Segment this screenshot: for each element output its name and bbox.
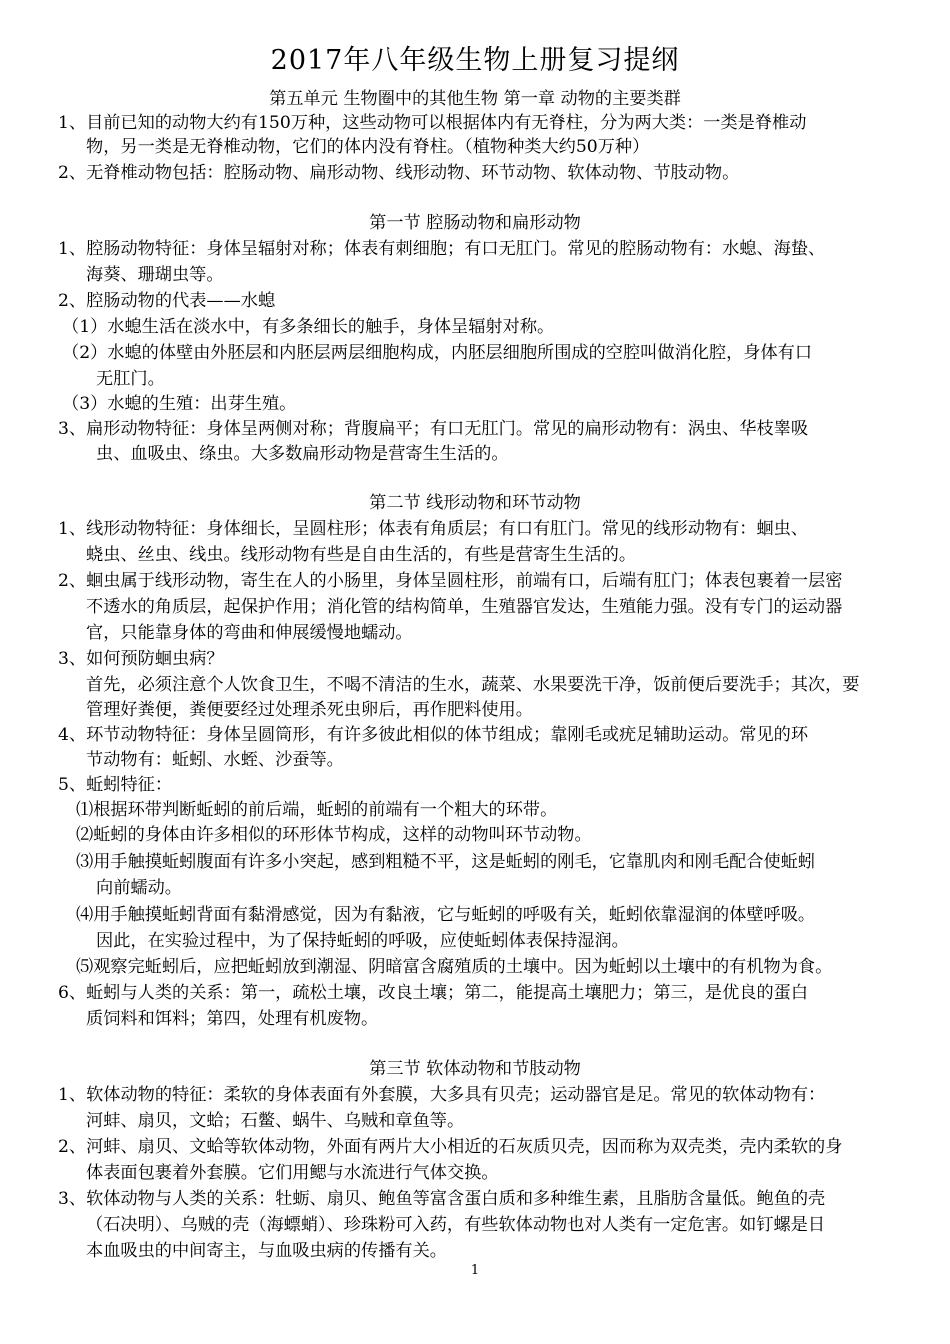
text-line: 因此，在实验过程中，为了保持蚯蚓的呼吸，应使蚯蚓体表保持湿润。 <box>96 931 629 951</box>
text-line: 2、无脊椎动物包括：腔肠动物、扁形动物、线形动物、环节动物、软体动物、节肢动物。 <box>58 163 740 183</box>
text-line: 3、软体动物与人类的关系：牡蛎、扇贝、鲍鱼等富含蛋白质和多种维生素，且脂肪含量低。鲍鱼的壳 <box>58 1189 826 1209</box>
text-line: 海葵、珊瑚虫等。 <box>86 265 224 285</box>
text-line: 官，只能靠身体的弯曲和伸展缓慢地蠕动。 <box>86 623 413 643</box>
text-line: 向前蠕动。 <box>96 878 182 898</box>
text-line: ⑴根据环带判断蚯蚓的前后端，蚯蚓的前端有一个粗大的环带。 <box>76 800 558 820</box>
text-line: 2、腔肠动物的代表——水螅 <box>58 291 276 311</box>
text-line: ⑸观察完蚯蚓后，应把蚯蚓放到潮湿、阴暗富含腐殖质的土壤中。因为蚯蚓以土壤中的有机物为食。 <box>76 957 833 977</box>
text-line: 本血吸虫的中间寄主，与血吸虫病的传播有关。 <box>86 1241 447 1261</box>
text-line: 无肛门。 <box>96 369 165 389</box>
text-line: 2、河蚌、扇贝、文蛤等软体动物，外面有两片大小相近的石灰质贝壳，因而称为双壳类，壳内柔软的身 <box>58 1137 843 1157</box>
text-line: 首先，必须注意个人饮食卫生，不喝不清洁的生水，蔬菜、水果要洗干净，饭前便后要洗手；其次，要 <box>86 675 860 695</box>
page-title: 2017年八年级生物上册复习提纲 <box>270 45 680 76</box>
section-heading: 第一节 腔肠动物和扁形动物 <box>369 213 581 233</box>
text-line: 物，另一类是无脊椎动物，它们的体内没有脊柱。（植物种类大约50万种） <box>86 137 650 157</box>
text-line: 不透水的角质层，起保护作用；消化管的结构简单，生殖器官发达，生殖能力强。没有专门的运动器 <box>86 597 843 617</box>
text-line: 河蚌、扇贝，文蛤；石鳖、蜗牛、乌贼和章鱼等。 <box>86 1111 465 1131</box>
text-line: （1）水螅生活在淡水中，有多条细长的触手，身体呈辐射对称。 <box>62 317 555 337</box>
text-line: 1、目前已知的动物大约有150万种，这些动物可以根据体内有无脊柱，分为两大类：一类是脊椎动 <box>58 113 807 133</box>
text-line: （3）水螅的生殖：出芽生殖。 <box>62 394 297 414</box>
unit-heading: 第五单元 生物圈中的其他生物 第一章 动物的主要类群 <box>269 89 681 109</box>
text-line: ⑶用手触摸蚯蚓腹面有许多小突起，感到粗糙不平，这是蚯蚓的刚毛，它靠肌肉和刚毛配合使蚯蚓 <box>76 852 816 872</box>
text-line: 虫、血吸虫、绦虫。大多数扁形动物是营寄生生活的。 <box>96 444 509 464</box>
text-line: ⑵蚯蚓的身体由许多相似的环形体节构成，这样的动物叫环节动物。 <box>76 825 592 845</box>
text-line: ⑷用手触摸蚯蚓背面有黏滑感觉，因为有黏液，它与蚯蚓的呼吸有关，蚯蚓依靠湿润的体壁呼吸。 <box>76 905 816 925</box>
text-line: （2）水螅的体壁由外胚层和内胚层两层细胞构成，内胚层细胞所围成的空腔叫做消化腔，身体有口 <box>62 343 813 363</box>
text-line: 体表面包裹着外套膜。它们用鳃与水流进行气体交换。 <box>86 1163 499 1183</box>
section-heading: 第二节 线形动物和环节动物 <box>369 493 581 513</box>
text-line: 3、如何预防蛔虫病？ <box>58 649 224 669</box>
text-line: 5、蚯蚓特征： <box>58 775 173 795</box>
text-line: 质饲料和饵料；第四，处理有机废物。 <box>86 1009 379 1029</box>
text-line: （石决明）、乌贼的壳（海螵蛸）、珍珠粉可入药，有些软体动物也对人类有一定危害。如钉螺是日 <box>86 1215 826 1235</box>
page-number: 1 <box>470 1263 480 1278</box>
text-line: 3、扁形动物特征：身体呈两侧对称；背腹扁平；有口无肛门。常见的扁形动物有：涡虫、华枝睾吸 <box>58 419 809 439</box>
section-heading: 第三节 软体动物和节肢动物 <box>369 1059 581 1079</box>
text-line: 4、环节动物特征：身体呈圆筒形，有许多彼此相似的体节组成；靠刚毛或疣足辅助运动。常见的环 <box>58 725 809 745</box>
text-line: 1、线形动物特征：身体细长，呈圆柱形；体表有角质层；有口有肛门。常见的线形动物有：蛔虫、 <box>58 519 809 539</box>
text-line: 2、蛔虫属于线形动物，寄生在人的小肠里，身体呈圆柱形，前端有口，后端有肛门；体表包裹着一层密 <box>58 571 843 591</box>
text-line: 蛲虫、丝虫、线虫。线形动物有些是自由生活的，有些是营寄生生活的。 <box>86 545 637 565</box>
text-line: 节动物有：蚯蚓、水蛭、沙蚕等。 <box>86 750 344 770</box>
text-line: 6、蚯蚓与人类的关系：第一，疏松土壤，改良土壤；第二，能提高土壤肥力；第三，是优良的蛋白 <box>58 983 809 1003</box>
text-line: 1、软体动物的特征：柔软的身体表面有外套膜，大多具有贝壳；运动器官是足。常见的软体动物有： <box>58 1085 826 1105</box>
text-line: 管理好粪便，粪便要经过处理杀死虫卵后，再作肥料使用。 <box>86 700 533 720</box>
text-line: 1、腔肠动物特征：身体呈辐射对称；体表有刺细胞；有口无肛门。常见的腔肠动物有：水螅、海蛰、 <box>58 239 826 259</box>
